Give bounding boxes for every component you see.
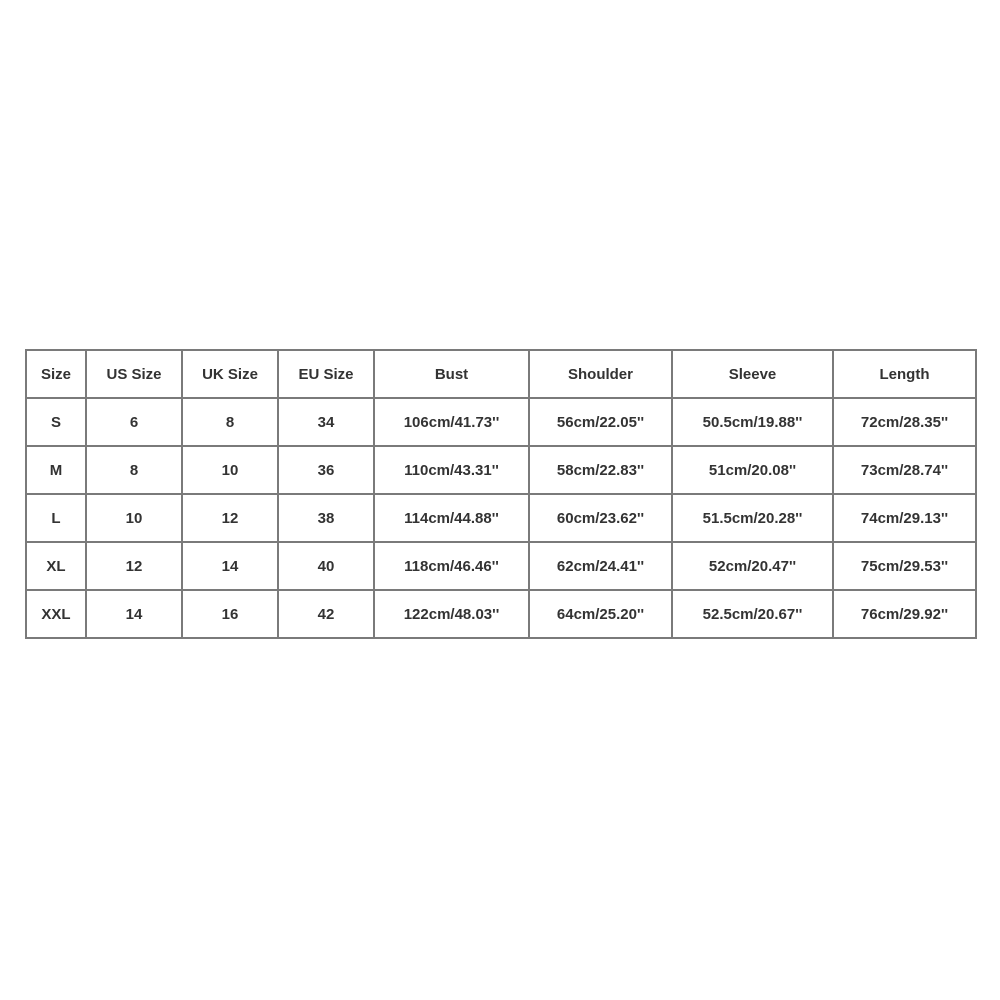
- cell-us-size: 6: [86, 398, 182, 446]
- header-uk-size: UK Size: [182, 350, 278, 398]
- cell-us-size: 8: [86, 446, 182, 494]
- cell-uk-size: 14: [182, 542, 278, 590]
- cell-size: L: [26, 494, 86, 542]
- cell-size: XXL: [26, 590, 86, 638]
- header-bust: Bust: [374, 350, 529, 398]
- cell-uk-size: 12: [182, 494, 278, 542]
- cell-eu-size: 40: [278, 542, 374, 590]
- cell-sleeve: 51cm/20.08'': [672, 446, 833, 494]
- cell-bust: 110cm/43.31'': [374, 446, 529, 494]
- cell-eu-size: 42: [278, 590, 374, 638]
- table-row: [26, 446, 976, 494]
- header-sleeve: Sleeve: [672, 350, 833, 398]
- table-row: [26, 590, 976, 638]
- cell-us-size: 10: [86, 494, 182, 542]
- cell-uk-size: 16: [182, 590, 278, 638]
- header-eu-size: EU Size: [278, 350, 374, 398]
- cell-shoulder: 60cm/23.62'': [529, 494, 672, 542]
- cell-size: M: [26, 446, 86, 494]
- cell-shoulder: 56cm/22.05'': [529, 398, 672, 446]
- cell-length: 74cm/29.13'': [833, 494, 976, 542]
- header-shoulder: Shoulder: [529, 350, 672, 398]
- header-length: Length: [833, 350, 976, 398]
- cell-length: 73cm/28.74'': [833, 446, 976, 494]
- cell-sleeve: 51.5cm/20.28'': [672, 494, 833, 542]
- cell-size: S: [26, 398, 86, 446]
- table-row: [26, 542, 976, 590]
- cell-size: XL: [26, 542, 86, 590]
- cell-us-size: 14: [86, 590, 182, 638]
- cell-uk-size: 10: [182, 446, 278, 494]
- cell-eu-size: 38: [278, 494, 374, 542]
- cell-us-size: 12: [86, 542, 182, 590]
- cell-uk-size: 8: [182, 398, 278, 446]
- cell-bust: 114cm/44.88'': [374, 494, 529, 542]
- cell-sleeve: 52.5cm/20.67'': [672, 590, 833, 638]
- header-size: Size: [26, 350, 86, 398]
- cell-shoulder: 62cm/24.41'': [529, 542, 672, 590]
- cell-length: 72cm/28.35'': [833, 398, 976, 446]
- cell-shoulder: 64cm/25.20'': [529, 590, 672, 638]
- size-chart-table: [25, 349, 977, 639]
- cell-bust: 122cm/48.03'': [374, 590, 529, 638]
- cell-shoulder: 58cm/22.83'': [529, 446, 672, 494]
- cell-eu-size: 34: [278, 398, 374, 446]
- cell-length: 76cm/29.92'': [833, 590, 976, 638]
- table-row: [26, 494, 976, 542]
- cell-bust: 106cm/41.73'': [374, 398, 529, 446]
- table-row: [26, 398, 976, 446]
- cell-eu-size: 36: [278, 446, 374, 494]
- header-us-size: US Size: [86, 350, 182, 398]
- cell-length: 75cm/29.53'': [833, 542, 976, 590]
- cell-bust: 118cm/46.46'': [374, 542, 529, 590]
- cell-sleeve: 52cm/20.47'': [672, 542, 833, 590]
- header-row: [26, 350, 976, 398]
- cell-sleeve: 50.5cm/19.88'': [672, 398, 833, 446]
